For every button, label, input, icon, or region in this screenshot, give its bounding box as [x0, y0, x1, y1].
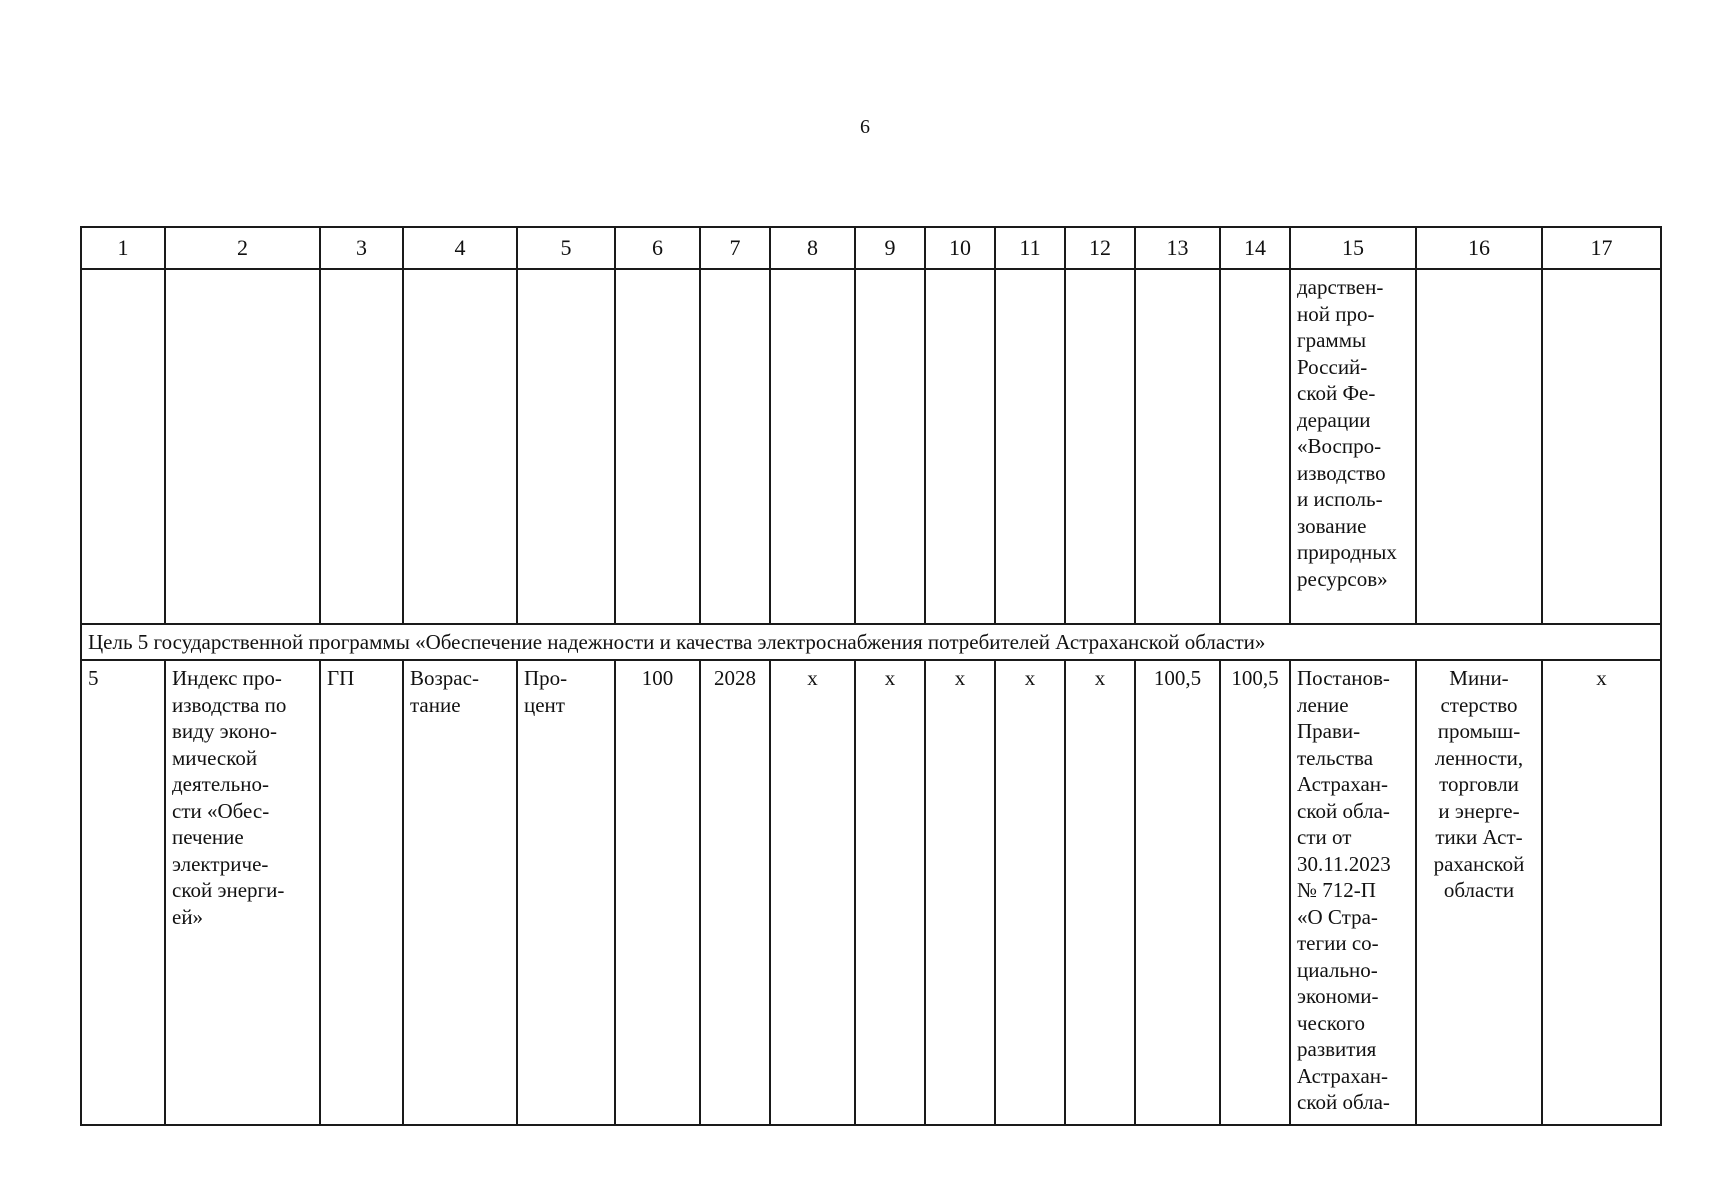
cell-text: Про- цент — [524, 666, 568, 717]
column-header: 11 — [995, 227, 1065, 269]
column-header: 2 — [165, 227, 320, 269]
column-header: 3 — [320, 227, 403, 269]
value-cell: х — [855, 660, 925, 1125]
cell-text: Постанов- ление Прави- тельства Астрахан- ской обла- сти от 30.11.2023 № 712-П «О Стра- тегии со- циально- экономи- ческого развития Астрахан- ской обла- — [1297, 666, 1391, 1114]
table-cell — [1542, 269, 1661, 624]
value-cell: х — [770, 660, 855, 1125]
table-cell — [1416, 269, 1542, 624]
table-cell — [1135, 269, 1220, 624]
document-basis — [1290, 660, 1416, 1125]
column-header: 15 — [1290, 227, 1416, 269]
column-number-row — [81, 227, 1661, 269]
responsible-body — [1416, 660, 1542, 1125]
table-cell — [700, 269, 770, 624]
table-cell — [81, 269, 165, 624]
table-cell — [1220, 269, 1290, 624]
cell-text: Возрас- тание — [410, 666, 479, 717]
table-cell — [925, 269, 995, 624]
indicator-level: ГП — [320, 660, 403, 1125]
base-year: 2028 — [700, 660, 770, 1125]
table-cell — [855, 269, 925, 624]
table-cell — [770, 269, 855, 624]
indicators-table — [80, 226, 1662, 1126]
cell-text: дарствен- ной про- граммы Россий- ской Фе- дерации «Воспро- изводство и исполь- зование природных ресурсов» — [1297, 275, 1397, 591]
column-header: 4 — [403, 227, 517, 269]
table-cell — [1065, 269, 1135, 624]
goal-heading: Цель 5 государственной программы «Обеспечение надежности и качества электроснабжения потребителей Астраханской области» — [81, 624, 1661, 660]
column-header: 17 — [1542, 227, 1661, 269]
column-header: 12 — [1065, 227, 1135, 269]
page-number: 6 — [860, 116, 870, 138]
column-header: 10 — [925, 227, 995, 269]
cell-text: Мини- стерство промыш- ленности, торговли и энерге- тики Аст- раханской области — [1433, 666, 1525, 902]
column-header: 7 — [700, 227, 770, 269]
table-cell — [517, 269, 615, 624]
column-header: 1 — [81, 227, 165, 269]
column-header: 16 — [1416, 227, 1542, 269]
unit-of-measure — [517, 660, 615, 1125]
column-header: 5 — [517, 227, 615, 269]
column-header: 8 — [770, 227, 855, 269]
value-cell: х — [995, 660, 1065, 1125]
cell-text: Индекс про- изводства по виду эконо- мической деятельно- сти «Обес- печение электриче- ской энерги- ей» — [172, 666, 287, 929]
continuation-row — [81, 269, 1661, 624]
table-row — [81, 660, 1661, 1125]
table-cell — [165, 269, 320, 624]
value-cell: х — [1065, 660, 1135, 1125]
value-cell: 100,5 — [1220, 660, 1290, 1125]
column-header: 6 — [615, 227, 700, 269]
table-cell — [320, 269, 403, 624]
indicator-name — [165, 660, 320, 1125]
base-value: 100 — [615, 660, 700, 1125]
row-number: 5 — [81, 660, 165, 1125]
table-cell — [995, 269, 1065, 624]
value-cell: х — [925, 660, 995, 1125]
goal-row — [81, 624, 1661, 660]
value-cell: 100,5 — [1135, 660, 1220, 1125]
column-header: 14 — [1220, 227, 1290, 269]
document-basis-continuation — [1290, 269, 1416, 624]
column-header: 9 — [855, 227, 925, 269]
column-header: 13 — [1135, 227, 1220, 269]
table-cell — [615, 269, 700, 624]
value-cell: х — [1542, 660, 1661, 1125]
indicator-trend — [403, 660, 517, 1125]
table-cell — [403, 269, 517, 624]
